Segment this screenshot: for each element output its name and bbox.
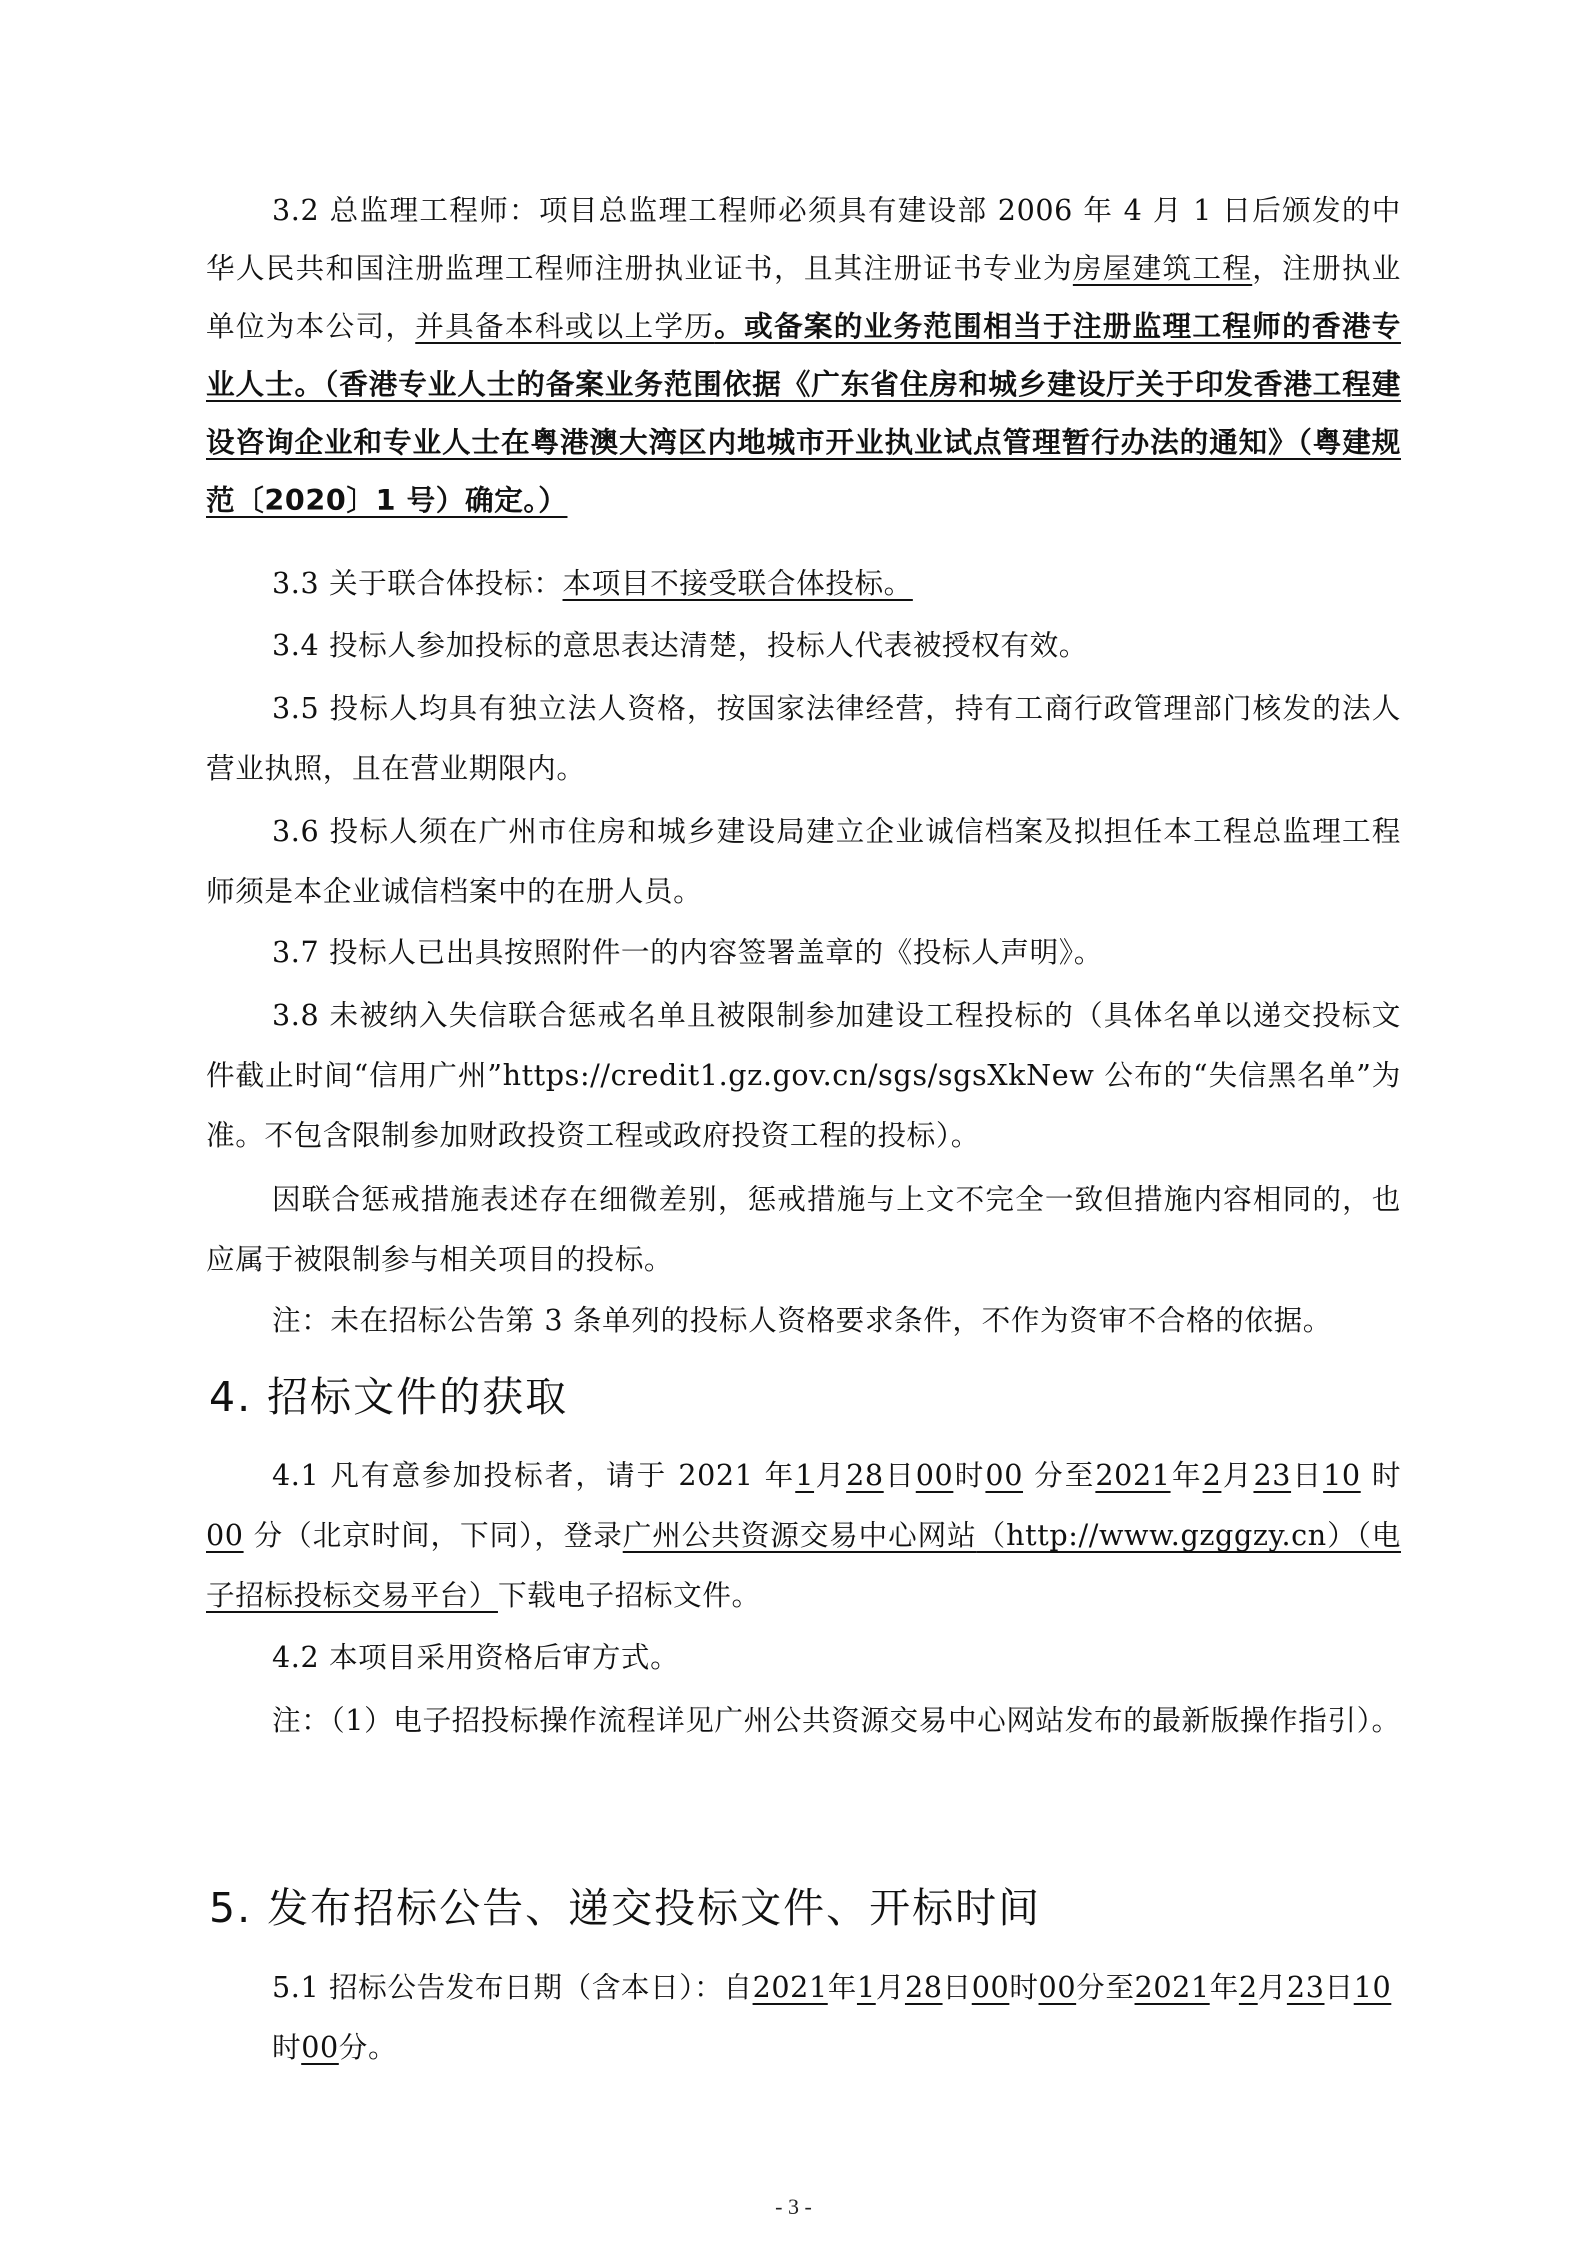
- joint-discipline-note: 因联合惩戒措施表述存在细微差别，惩戒措施与上文不完全一致但措施内容相同的，也应属于被限制参与相关项目的投标。: [206, 1182, 1401, 1276]
- clause-4-1-text: 月: [814, 1458, 847, 1492]
- gzggzy-url-link[interactable]: （http://www.gzggzy.cn）（电子招标投标交易平台）: [206, 1518, 1401, 1612]
- clause-4-1-text: 月: [1221, 1458, 1254, 1492]
- clause-3-2-mid: ，注册执业单位为本公司，: [206, 251, 1401, 343]
- clause-3-8: 3.8 未被纳入失信联合惩戒名单且被限制参加建设工程投标的（具体名单以递交投标文件截止时间“信用广州”https://credit1.gz.gov.cn/sgs/sgsXkNew 公布的“失信黑名单”为准。不包含限制参加财政投资工程或政府投资工程的投标）。: [206, 998, 1401, 1152]
- end-minute: 00: [206, 1518, 244, 1552]
- start-hour: 00: [915, 1458, 954, 1492]
- clause-3-6: 3.6 投标人须在广州市住房和城乡建设局建立企业诚信档案及拟担任本工程总监理工程师须是本企业诚信档案中的在册人员。: [206, 814, 1401, 908]
- clause-5-1-text: 时: [272, 2030, 302, 2064]
- end-day: 23: [1253, 1458, 1292, 1492]
- clause-4-1-text: 4.1 凡有意参加投标者，请于 2021 年: [272, 1458, 796, 1492]
- heading-section-4: 4. 招标文件的获取: [209, 1373, 569, 1421]
- clause-3-2-lead: 3.2 总监理工程师：项目总监理工程师必须具有建设部 2006 年 4 月 1 日后颁发的中华人民共和国注册监理工程师注册执业证书，且其注册证书专业为: [206, 193, 1401, 285]
- clause-5-1: [206, 1957, 1402, 2077]
- clause-4-1-text: 分至: [1023, 1458, 1096, 1492]
- start-day: 28: [846, 1458, 884, 1492]
- publish-end-month: 2: [1238, 1970, 1258, 2004]
- clause-3-7: 3.7 投标人已出具按照附件一的内容签署盖章的《投标人声明》。: [272, 935, 1103, 969]
- clause-5-1-text: 月: [1257, 1970, 1287, 2004]
- specialty-value: 房屋建筑工程: [1072, 251, 1253, 285]
- clause-5-1-text: 分。: [338, 2030, 398, 2064]
- clause-5-1-text: 分至: [1076, 1970, 1135, 2004]
- clause-4-1-text: 分（北京时间，下同），登录: [243, 1518, 623, 1552]
- publish-start-day: 28: [904, 1970, 943, 2004]
- section-4-note: 注：（1）电子招投标操作流程详见广州公共资源交易中心网站发布的最新版操作指引）。: [272, 1703, 1401, 1737]
- clause-5-1-text: 日: [942, 1970, 972, 2004]
- page-number: - 3 -: [775, 2194, 812, 2219]
- education-requirement: 并具备本科或以上学历: [415, 309, 715, 343]
- gzggzy-site-link[interactable]: 广州公共资源交易中心网站: [622, 1518, 977, 1552]
- publish-start-year: 2021: [752, 1970, 828, 2004]
- publish-end-day: 23: [1286, 1970, 1325, 2004]
- publish-end-minute: 00: [301, 2030, 339, 2064]
- start-minute: 00: [985, 1458, 1024, 1492]
- clause-4-1-text: 时: [953, 1458, 986, 1492]
- clause-4-1-text: 日: [1291, 1458, 1324, 1492]
- clause-4-1-text: 日: [883, 1458, 916, 1492]
- publish-start-month: 1: [856, 1970, 876, 2004]
- publish-start-hour: 00: [971, 1970, 1010, 2004]
- clause-4-1-text: 下载电子招标文件。: [497, 1578, 761, 1612]
- clause-5-1-text: 月: [875, 1970, 905, 2004]
- end-year: 2021: [1095, 1458, 1171, 1492]
- clause-3-4: 3.4 投标人参加投标的意思表达清楚，投标人代表被授权有效。: [272, 628, 1089, 662]
- clause-4-1: [206, 1445, 1401, 1625]
- joint-bid-value: 本项目不接受联合体投标。: [562, 566, 913, 600]
- publish-end-year: 2021: [1134, 1970, 1210, 2004]
- clause-4-1-text: 年: [1170, 1458, 1203, 1492]
- publish-end-hour: 10: [1353, 1970, 1392, 2004]
- clause-5-1-text: 年: [827, 1970, 857, 2004]
- clause-4-2: 4.2 本项目采用资格后审方式。: [272, 1640, 680, 1674]
- end-month: 2: [1202, 1458, 1222, 1492]
- publish-start-minute: 00: [1038, 1970, 1077, 2004]
- clause-3-2: [206, 181, 1401, 529]
- clause-5-1-text: 年: [1209, 1970, 1239, 2004]
- heading-section-5: 5. 发布招标公告、递交投标文件、开标时间: [209, 1884, 1042, 1932]
- clause-5-1-text: 日: [1324, 1970, 1354, 2004]
- end-hour: 10: [1323, 1458, 1361, 1492]
- clause-4-1-text: 时: [1360, 1458, 1402, 1492]
- clause-3-3: [206, 555, 1401, 611]
- clause-3-5: 3.5 投标人均具有独立法人资格，按国家法律经营，持有工商行政管理部门核发的法人营业执照，且在营业期限内。: [206, 691, 1401, 785]
- section-3-note: 注：未在招标公告第 3 条单列的投标人资格要求条件，不作为资审不合格的依据。: [272, 1303, 1332, 1337]
- clause-3-3-lead: 3.3 关于联合体投标：: [272, 566, 563, 600]
- clause-5-1-text: 时: [1009, 1970, 1039, 2004]
- clause-5-1-text: 5.1 招标公告发布日期（含本日）：自: [272, 1970, 753, 2004]
- hk-professional-note: 。或备案的业务范围相当于注册监理工程师的香港专业人士。（香港专业人士的备案业务范围依据《广东省住房和城乡建设厅关于印发香港工程建设咨询企业和专业人士在粤港澳大湾区内地城市开业执业试点管理暂行办法的通知》（粤建规范〔2020〕1 号）确定。）: [206, 309, 1401, 517]
- start-month: 1: [795, 1458, 815, 1492]
